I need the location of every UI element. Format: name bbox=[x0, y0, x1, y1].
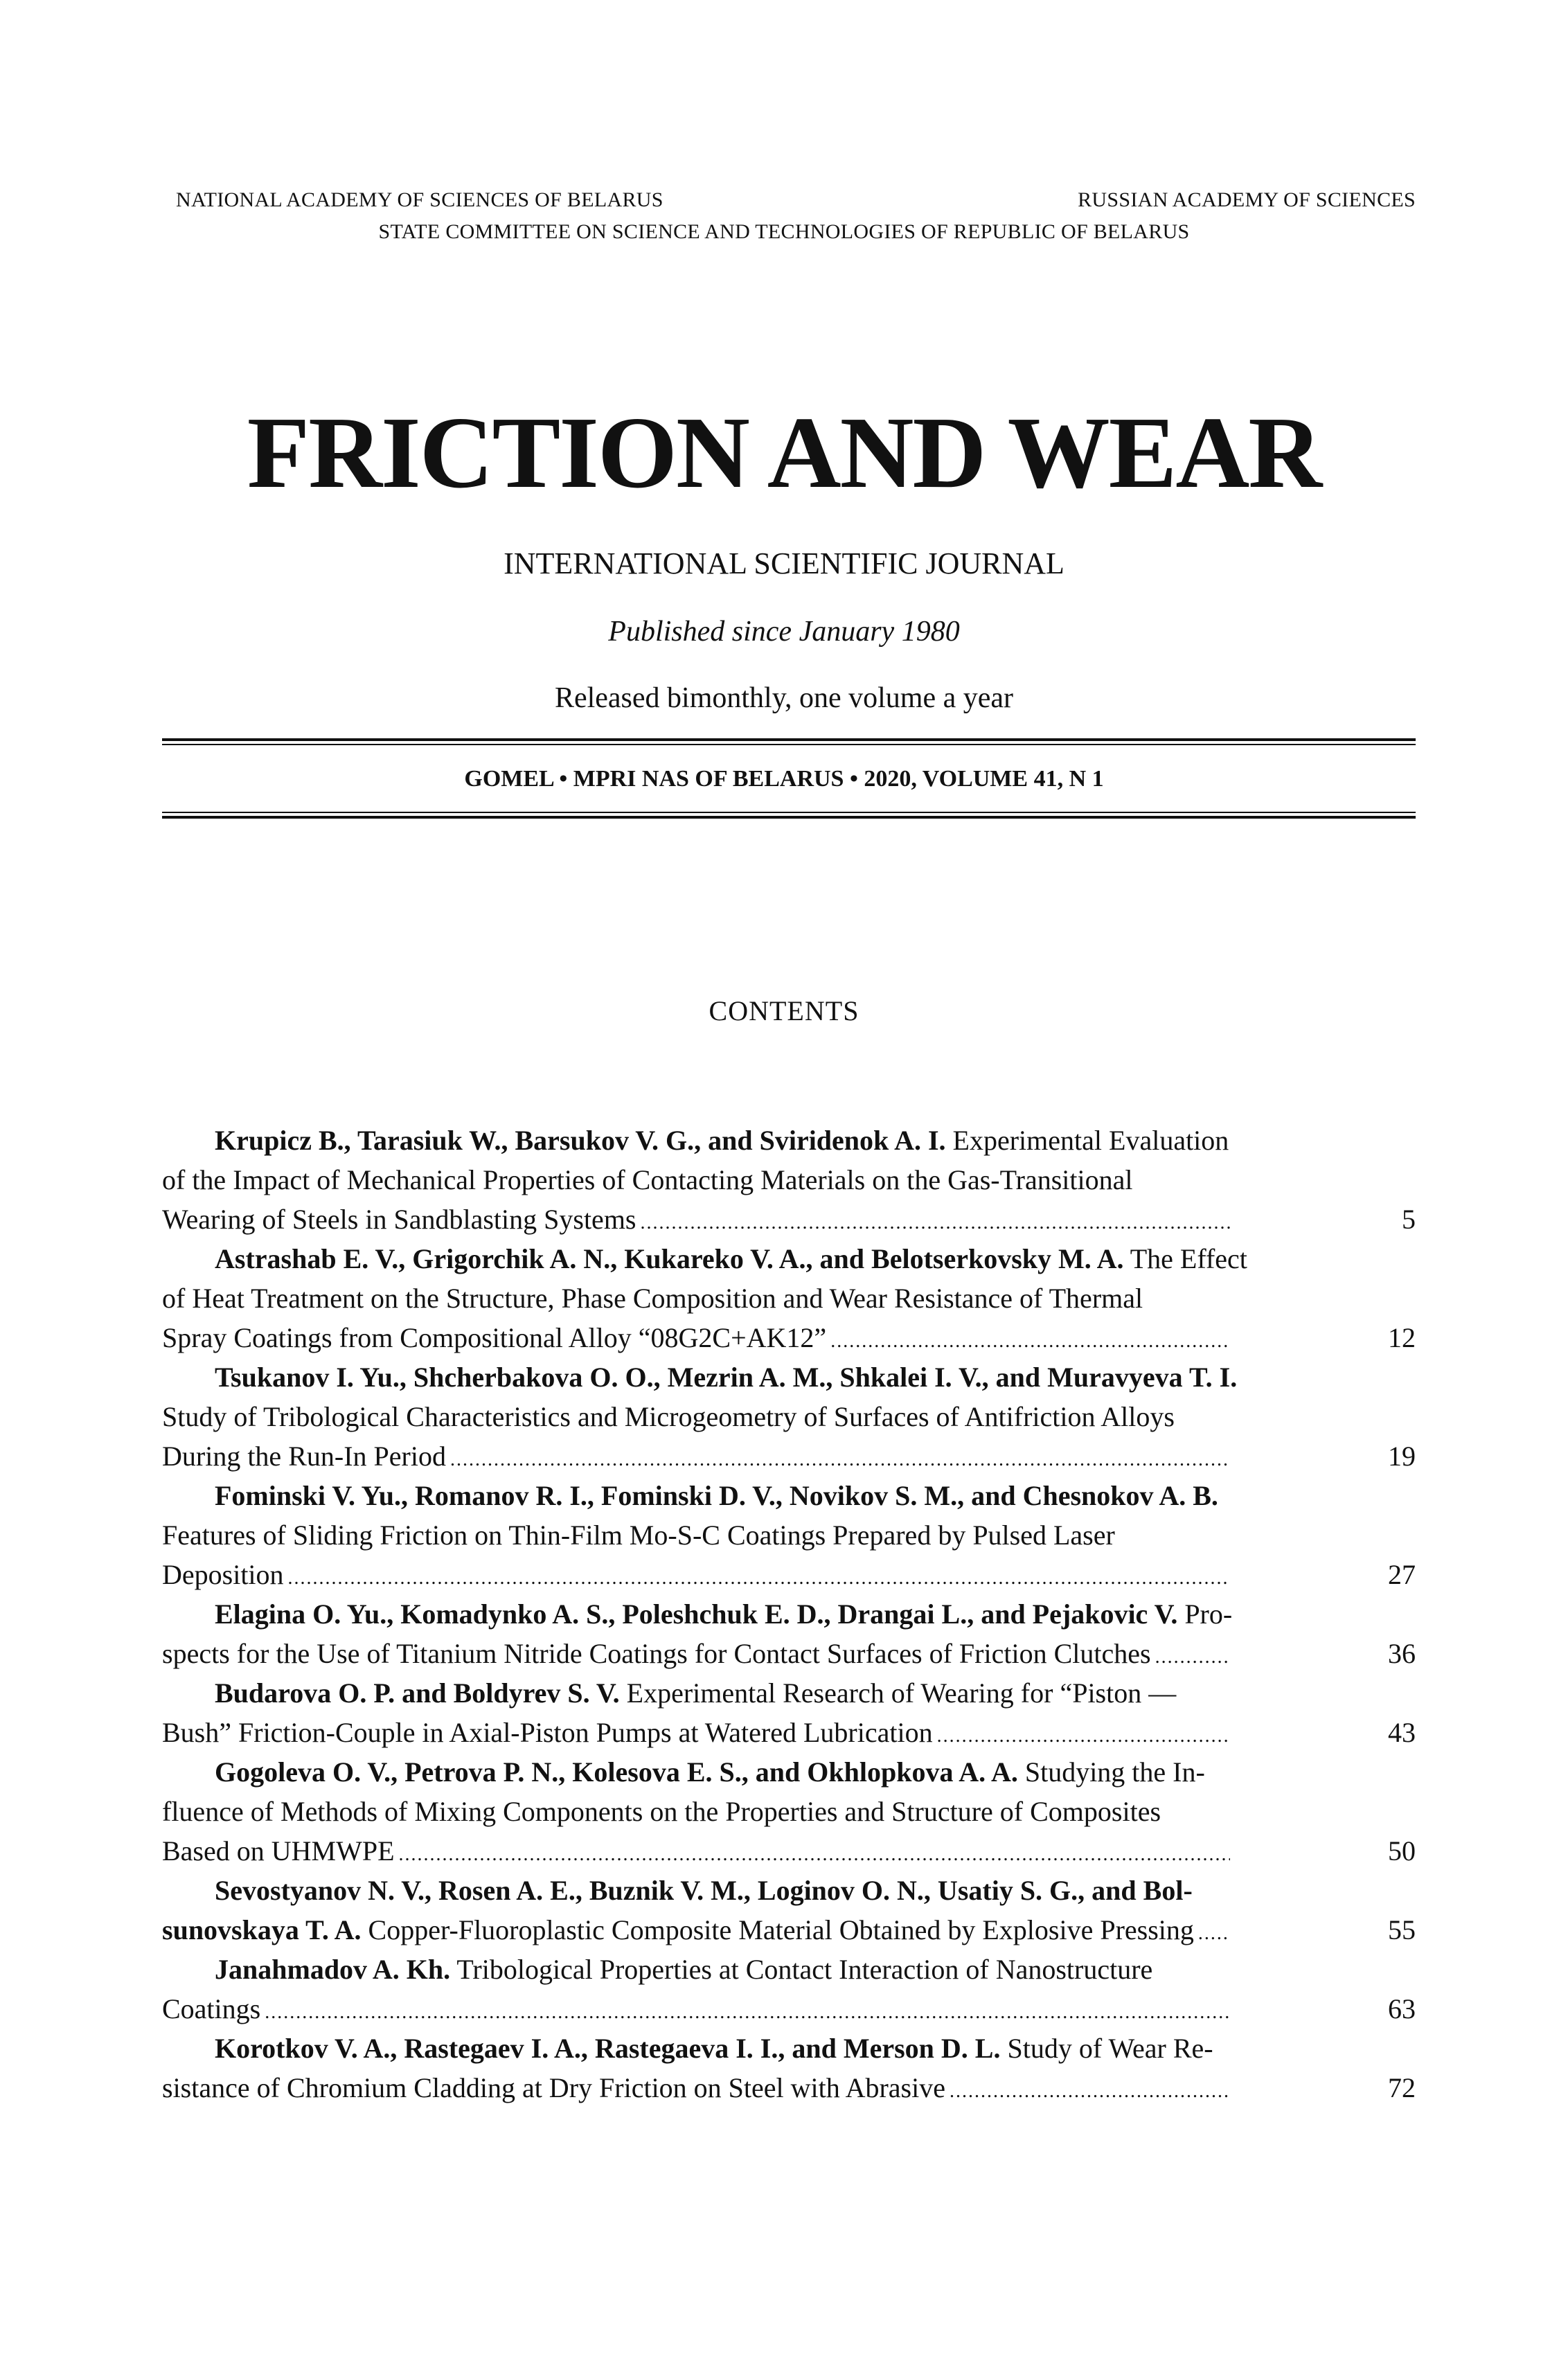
toc-line bbox=[162, 1436, 1230, 1476]
toc-line bbox=[162, 1989, 1230, 2029]
toc-leader-dots bbox=[937, 1716, 1230, 1752]
toc-line bbox=[162, 1239, 1247, 1278]
toc-title-text: Bush” Friction-Couple in Axial-Piston Pumps at Watered Lubrication bbox=[162, 1717, 933, 1748]
toc-line bbox=[162, 2029, 1230, 2068]
toc-title-text: Study of Wear Re- bbox=[1000, 2033, 1213, 2064]
toc-page-number: 27 bbox=[1388, 1559, 1416, 1590]
toc-line bbox=[162, 1397, 1230, 1436]
toc-page-number: 72 bbox=[1388, 2072, 1416, 2103]
toc-entry bbox=[162, 1752, 1416, 1871]
toc-page-number: 5 bbox=[1402, 1204, 1416, 1235]
imprint-line: GOMEL • MPRI NAS OF BELARUS • 2020, VOLUME 41, N 1 bbox=[464, 766, 1104, 792]
toc-page-number: 63 bbox=[1388, 1993, 1416, 2024]
org-right: RUSSIAN ACADEMY OF SCIENCES bbox=[1078, 188, 1416, 211]
table-of-contents bbox=[162, 1121, 1416, 2108]
toc-title-text: Experimental Research of Wearing for “Piston — bbox=[619, 1677, 1177, 1709]
toc-entry bbox=[162, 1121, 1416, 1239]
toc-entry bbox=[162, 1594, 1416, 1673]
toc-authors: sunovskaya T. A. bbox=[162, 1914, 362, 1945]
org-left: NATIONAL ACADEMY OF SCIENCES OF BELARUS bbox=[176, 188, 663, 211]
toc-leader-dots bbox=[399, 1835, 1230, 1871]
divider-bottom-thin bbox=[162, 812, 1416, 813]
toc-entry bbox=[162, 2029, 1416, 2108]
divider-bottom-thick bbox=[162, 816, 1416, 819]
toc-title-text: Copper-Fluoroplastic Composite Material Obtained by Explosive Pressing bbox=[361, 1914, 1194, 1945]
published-since: Published since January 1980 bbox=[608, 616, 960, 648]
toc-title-text: sistance of Chromium Cladding at Dry Friction on Steel with Abrasive bbox=[162, 2072, 945, 2103]
toc-authors: Budarova O. P. and Boldyrev S. V. bbox=[215, 1677, 620, 1709]
toc-title-text: Based on UHMWPE bbox=[162, 1835, 395, 1866]
toc-title-text: Deposition bbox=[162, 1559, 284, 1590]
toc-entry bbox=[162, 1476, 1416, 1594]
toc-line bbox=[162, 1200, 1230, 1239]
toc-line bbox=[162, 1634, 1230, 1673]
toc-page-number: 36 bbox=[1388, 1638, 1416, 1669]
toc-title-text: of the Impact of Mechanical Properties of Contacting Materials on the Gas-Transitional bbox=[162, 1164, 1133, 1195]
toc-title-text: Features of Sliding Friction on Thin-Film Mo-S-C Coatings Prepared by Pulsed Laser bbox=[162, 1520, 1115, 1551]
toc-entry bbox=[162, 1673, 1416, 1752]
toc-entry bbox=[162, 1871, 1416, 1950]
divider-top-thick bbox=[162, 738, 1416, 741]
toc-line bbox=[162, 1673, 1230, 1713]
toc-line bbox=[162, 1160, 1230, 1200]
toc-line bbox=[162, 1121, 1230, 1160]
header-organizations bbox=[176, 188, 1416, 216]
toc-leader-dots bbox=[1155, 1637, 1230, 1673]
toc-title-text: Coatings bbox=[162, 1993, 261, 2024]
toc-leader-dots bbox=[288, 1558, 1230, 1594]
toc-authors: Krupicz B., Tarasiuk W., Barsukov V. G., and Sviridenok A. I. bbox=[215, 1125, 946, 1156]
toc-title-text: Pro- bbox=[1177, 1598, 1233, 1630]
toc-line bbox=[162, 1515, 1230, 1555]
toc-line bbox=[162, 1318, 1230, 1357]
journal-title: FRICTION AND WEAR bbox=[247, 396, 1321, 510]
toc-line bbox=[162, 1831, 1230, 1871]
journal-subtitle: INTERNATIONAL SCIENTIFIC JOURNAL bbox=[504, 546, 1064, 580]
toc-entry bbox=[162, 1950, 1416, 2029]
toc-title-text: The Effect bbox=[1123, 1243, 1247, 1274]
toc-line bbox=[162, 1950, 1230, 1989]
toc-title-text: spects for the Use of Titanium Nitride Coatings for Contact Surfaces of Friction Clutches bbox=[162, 1638, 1151, 1669]
toc-title-text: of Heat Treatment on the Structure, Phase Composition and Wear Resistance of Thermal bbox=[162, 1283, 1143, 1314]
toc-title-text: Spray Coatings from Compositional Alloy “08G2C+AK12” bbox=[162, 1322, 827, 1353]
toc-entry bbox=[162, 1357, 1416, 1476]
toc-authors: Tsukanov I. Yu., Shcherbakova O. O., Mezrin A. M., Shkalei I. V., and Muravyeva T. I. bbox=[215, 1362, 1238, 1393]
toc-entry bbox=[162, 1239, 1416, 1357]
toc-title-text: Experimental Evaluation bbox=[945, 1125, 1229, 1156]
toc-title-text: Study of Tribological Characteristics and Microgeometry of Surfaces of Antifriction Alloys bbox=[162, 1401, 1175, 1432]
toc-page-number: 50 bbox=[1388, 1835, 1416, 1866]
toc-title-text: Wearing of Steels in Sandblasting Systems bbox=[162, 1204, 636, 1235]
toc-authors: Sevostyanov N. V., Rosen A. E., Buznik V. M., Loginov O. N., Usatiy S. G., and Bol- bbox=[215, 1875, 1193, 1906]
toc-leader-dots bbox=[450, 1440, 1230, 1476]
release-frequency: Released bimonthly, one volume a year bbox=[554, 682, 1014, 714]
toc-title-text: Tribological Properties at Contact Interaction of Nanostructure bbox=[450, 1954, 1153, 1985]
toc-authors: Korotkov V. A., Rastegaev I. A., Rastegaeva I. I., and Merson D. L. bbox=[215, 2033, 1001, 2064]
toc-authors: Astrashab E. V., Grigorchik A. N., Kukareko V. A., and Belotserkovsky M. A. bbox=[215, 1243, 1124, 1274]
divider-top-thin bbox=[162, 744, 1416, 745]
toc-leader-dots bbox=[265, 1993, 1230, 2029]
toc-leader-dots bbox=[950, 2071, 1230, 2108]
toc-authors: Elagina O. Yu., Komadynko A. S., Poleshchuk E. D., Drangai L., and Pejakovic V. bbox=[215, 1598, 1178, 1630]
toc-line bbox=[162, 1752, 1230, 1792]
toc-leader-dots bbox=[830, 1321, 1230, 1357]
toc-page-number: 19 bbox=[1388, 1441, 1416, 1472]
toc-title-text: Studying the In- bbox=[1017, 1756, 1205, 1788]
toc-line bbox=[162, 1357, 1238, 1397]
org-center: STATE COMMITTEE ON SCIENCE AND TECHNOLOGIES OF REPUBLIC OF BELARUS bbox=[378, 220, 1190, 243]
toc-leader-dots bbox=[641, 1203, 1231, 1239]
toc-authors: Janahmadov A. Kh. bbox=[215, 1954, 451, 1985]
toc-title-text: fluence of Methods of Mixing Components on the Properties and Structure of Composites bbox=[162, 1796, 1161, 1827]
toc-line bbox=[162, 1278, 1230, 1318]
toc-line bbox=[162, 1555, 1230, 1594]
toc-page-number: 12 bbox=[1388, 1322, 1416, 1353]
toc-leader-dots bbox=[1198, 1914, 1230, 1950]
toc-page-number: 55 bbox=[1388, 1914, 1416, 1945]
toc-line bbox=[162, 2068, 1230, 2108]
toc-line bbox=[162, 1792, 1230, 1831]
toc-line bbox=[162, 1476, 1230, 1515]
toc-line bbox=[162, 1910, 1230, 1950]
toc-authors: Fominski V. Yu., Romanov R. I., Fominski D. V., Novikov S. M., and Chesnokov A. B. bbox=[215, 1480, 1218, 1511]
toc-page-number: 43 bbox=[1388, 1717, 1416, 1748]
toc-authors: Gogoleva O. V., Petrova P. N., Kolesova E. S., and Okhlopkova A. A. bbox=[215, 1756, 1018, 1788]
toc-line bbox=[162, 1594, 1233, 1634]
contents-heading: CONTENTS bbox=[709, 995, 859, 1026]
toc-title-text: During the Run-In Period bbox=[162, 1441, 446, 1472]
toc-line bbox=[162, 1713, 1230, 1752]
toc-line bbox=[162, 1871, 1230, 1910]
